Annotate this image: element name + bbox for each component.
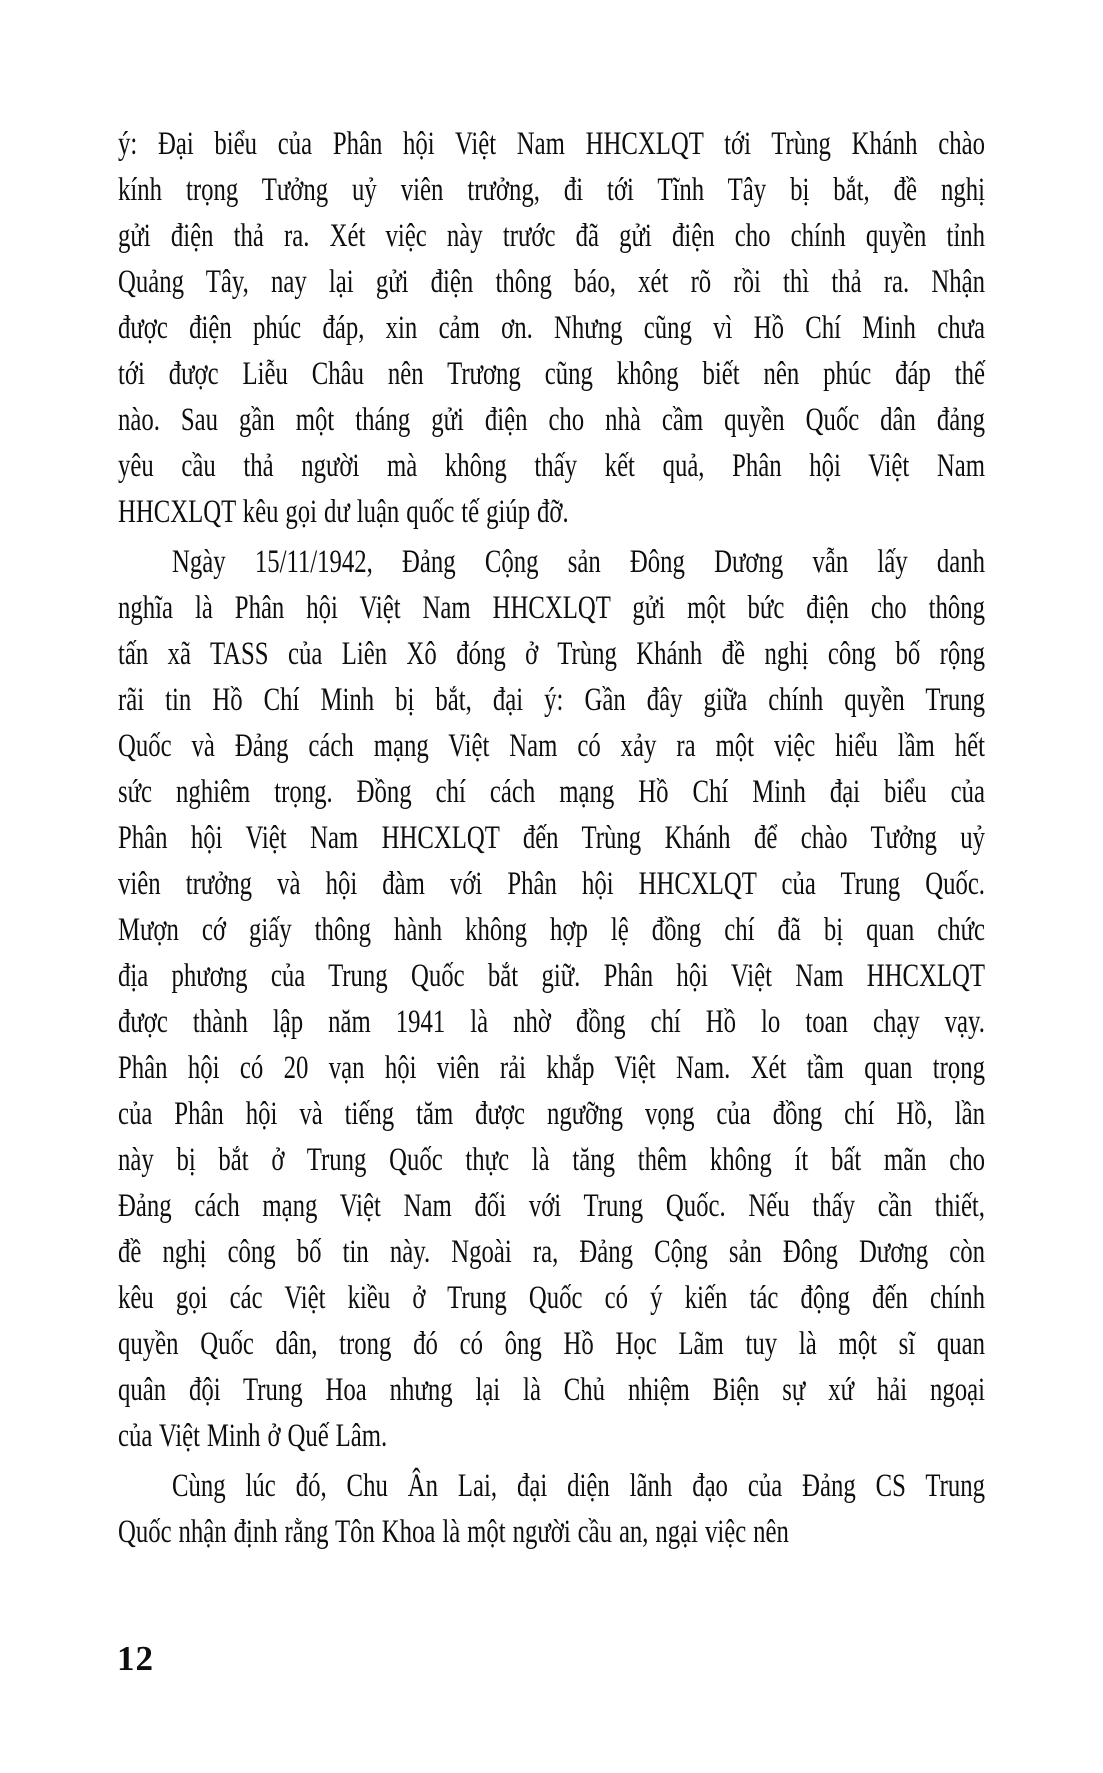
text-line: Phân hội Việt Nam HHCXLQT đến Trùng Khánh để chào Tưởng uỷ bbox=[118, 820, 985, 856]
text-line: Quảng Tây, nay lại gửi điện thông báo, xét rõ rồi thì thả ra. Nhận bbox=[118, 264, 985, 300]
text-line: yêu cầu thả người mà không thấy kết quả, Phân hội Việt Nam bbox=[118, 448, 985, 484]
text-line: địa phương của Trung Quốc bắt giữ. Phân hội Việt Nam HHCXLQT bbox=[118, 958, 985, 994]
text-line: Ngày 15/11/1942, Đảng Cộng sản Đông Dương vẫn lấy danh bbox=[172, 544, 985, 580]
text-line: Phân hội có 20 vạn hội viên rải khắp Việt Nam. Xét tầm quan trọng bbox=[118, 1050, 985, 1086]
text-line: quyền Quốc dân, trong đó có ông Hồ Học Lãm tuy là một sĩ quan bbox=[118, 1326, 985, 1362]
text-line: nghĩa là Phân hội Việt Nam HHCXLQT gửi một bức điện cho thông bbox=[118, 590, 985, 626]
text-line: sức nghiêm trọng. Đồng chí cách mạng Hồ Chí Minh đại biểu của bbox=[118, 774, 985, 810]
paragraph bbox=[118, 539, 985, 1459]
text-line: của Phân hội và tiếng tăm được ngưỡng vọng của đồng chí Hồ, lần bbox=[118, 1096, 985, 1132]
text-line: được thành lập năm 1941 là nhờ đồng chí Hồ lo toan chạy vạy. bbox=[118, 1004, 985, 1040]
text-line: tới được Liễu Châu nên Trương cũng không biết nên phúc đáp thế bbox=[118, 356, 985, 392]
text-line: Mượn cớ giấy thông hành không hợp lệ đồng chí đã bị quan chức bbox=[118, 912, 985, 948]
text-line: nào. Sau gần một tháng gửi điện cho nhà cầm quyền Quốc dân đảng bbox=[118, 402, 985, 438]
text-line: ý: Đại biểu của Phân hội Việt Nam HHCXLQT tới Trùng Khánh chào bbox=[118, 126, 985, 162]
text-line: của Việt Minh ở Quế Lâm. bbox=[118, 1418, 388, 1454]
text-line: được điện phúc đáp, xin cảm ơn. Nhưng cũng vì Hồ Chí Minh chưa bbox=[118, 310, 985, 346]
text-line: tấn xã TASS của Liên Xô đóng ở Trùng Khánh đề nghị công bố rộng bbox=[118, 636, 985, 672]
text-line: đề nghị công bố tin này. Ngoài ra, Đảng Cộng sản Đông Dương còn bbox=[118, 1234, 985, 1270]
text-line: kính trọng Tưởng uỷ viên trưởng, đi tới Tĩnh Tây bị bắt, đề nghị bbox=[118, 172, 985, 208]
text-line: gửi điện thả ra. Xét việc này trước đã gửi điện cho chính quyền tỉnh bbox=[118, 218, 985, 254]
text-line: viên trưởng và hội đàm với Phân hội HHCXLQT của Trung Quốc. bbox=[118, 866, 985, 902]
page-number: 12 bbox=[117, 1639, 154, 1678]
text-line: này bị bắt ở Trung Quốc thực là tăng thêm không ít bất mãn cho bbox=[118, 1142, 985, 1178]
paragraph bbox=[118, 121, 985, 535]
text-line: Quốc nhận định rằng Tôn Khoa là một người cầu an, ngại việc nên bbox=[118, 1514, 789, 1550]
text-line: kêu gọi các Việt kiều ở Trung Quốc có ý kiến tác động đến chính bbox=[118, 1280, 985, 1316]
text-line: Cùng lúc đó, Chu Ân Lai, đại diện lãnh đạo của Đảng CS Trung bbox=[172, 1468, 985, 1504]
paragraph bbox=[118, 1463, 985, 1555]
text-line: HHCXLQT kêu gọi dư luận quốc tế giúp đỡ. bbox=[118, 494, 569, 530]
text-line: quân đội Trung Hoa nhưng lại là Chủ nhiệm Biện sự xứ hải ngoại bbox=[118, 1372, 985, 1408]
text-line: Đảng cách mạng Việt Nam đối với Trung Quốc. Nếu thấy cần thiết, bbox=[118, 1188, 985, 1224]
page-text bbox=[118, 121, 985, 1555]
text-line: Quốc và Đảng cách mạng Việt Nam có xảy ra một việc hiểu lầm hết bbox=[118, 728, 985, 764]
text-line: rãi tin Hồ Chí Minh bị bắt, đại ý: Gần đây giữa chính quyền Trung bbox=[118, 682, 985, 718]
